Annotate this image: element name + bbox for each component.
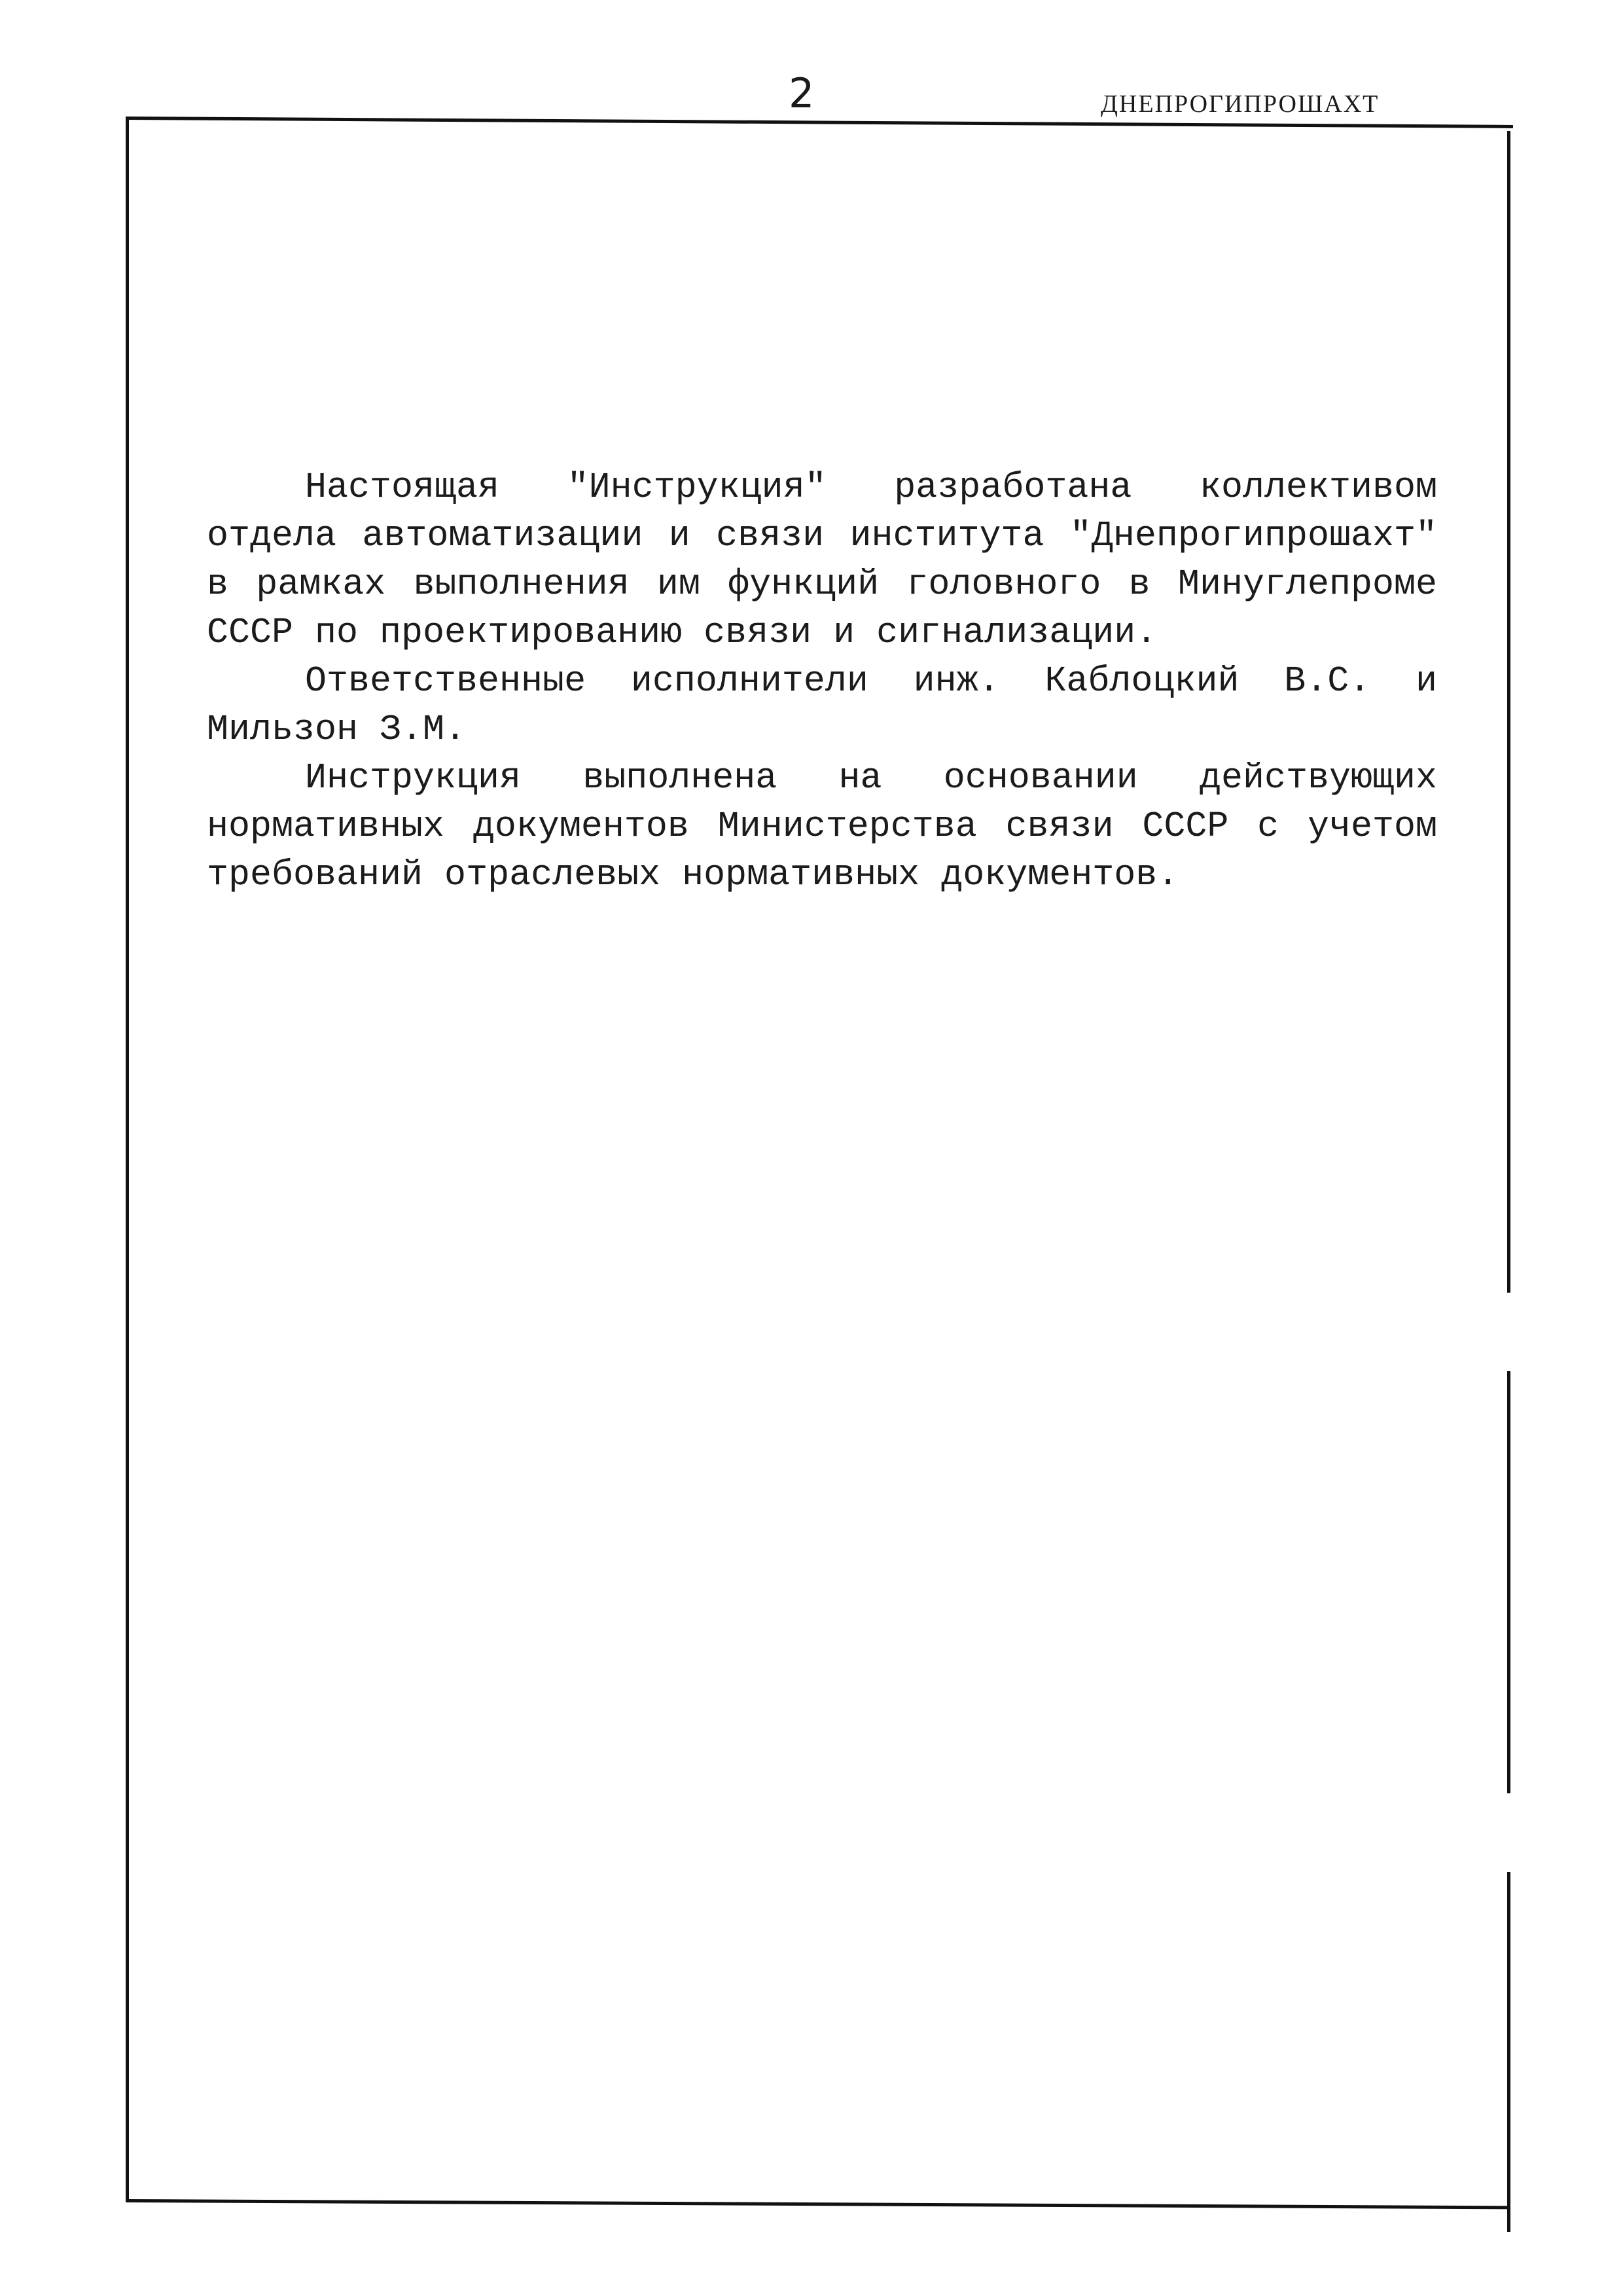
page-number: 2 <box>789 69 815 117</box>
frame-left-border <box>126 118 129 2202</box>
frame-right-border <box>1507 131 1510 2232</box>
frame-right-gap <box>1504 1793 1513 1872</box>
frame-right-gap <box>1504 1293 1513 1371</box>
frame-bottom-border <box>126 2199 1510 2209</box>
body-text <box>207 463 1437 899</box>
frame-top-border <box>126 117 1513 128</box>
paragraph-authorship: Настоящая "Инструкция" разработана коллективом отдела автоматизации и связи института "Днепрогипрошахт" в рамках выполнения им функций головного в Минуглепроме СССР по проектированию связи и сигнализации. <box>207 467 1437 653</box>
paragraph-basis: Инструкция выполнена на основании действующих нормативных документов Министерства связи СССР с учетом требований отраслевых нормативных документов. <box>207 757 1437 895</box>
paragraph-responsible: Ответственные исполнители инж. Каблоцкий В.С. и Мильзон З.М. <box>207 660 1437 750</box>
institute-header: ДНЕПРОГИПРОШАХТ <box>1101 90 1380 118</box>
